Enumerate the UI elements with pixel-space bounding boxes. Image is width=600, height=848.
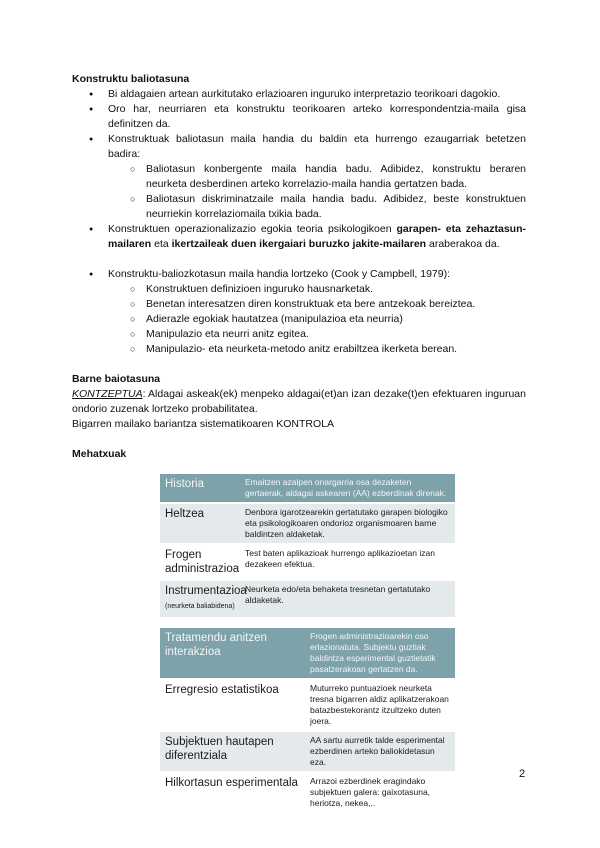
threat-desc: Denbora igarotzearekin gertatutako garapen biologiko eta psikologikoaren ondorioz organismoaren barne baldintzen aldaketak. [240,503,455,544]
threat-name: Heltzea [160,503,240,544]
threat-name: Historia [160,474,240,503]
list-item-text: Konstruktu-baliozkotasun maila handia lortzeko (Cook y Campbell, 1979): [108,268,451,280]
page-number: 2 [519,768,526,780]
konstruktu-list-2 [72,267,526,357]
sub-list-item: ○ Baliotasun diskriminatzaile maila handia badu. Adibidez, beste konstruktuen neurriekin korrelaziomaila txikia bada. [108,192,526,222]
kontzeptua-text: : Aldagai askeak(ek) menpeko aldagai(et)an izan dezake(t)en efektuaren inguruan ondorio zuzenak lortzeko probabilitatea. [72,388,526,415]
threat-name: Instrumentazioa [165,585,247,597]
threat-desc: Test baten aplikazioak hurrengo aplikazioetan izan dezakeen efektua. [240,544,455,580]
content [72,72,526,462]
spacer [72,252,526,267]
sub-list [108,282,526,357]
list-item [72,267,526,357]
table-row [160,503,455,544]
threat-desc: AA sartu aurretik talde esperimental ezberdinen arteko baliokidetasun eza. [305,731,455,772]
sub-list-item: ○ Manipulazio- eta neurketa-metodo anitz erabiltzea ikerketa berean. [108,342,526,357]
sub-list-item: ○ Manipulazio eta neurri anitz egitea. [108,327,526,342]
threat-desc: Neurketa edo/eta behaketa tresnetan gertatutako aldaketak. [240,580,455,618]
spacer [72,432,526,447]
threat-name: Erregresio estatistikoa [160,679,305,731]
threat-desc: Arrazoi ezberdinek eragindako subjektuen galera: gaixotasuna, heriotza, nekea,.. [305,772,455,813]
threat-name: Tratamendu anitzen interakzioa [160,628,305,679]
sub-list-item: ○ Benetan interesatzen diren konstruktuak eta bere antzekoak bereiztea. [108,297,526,312]
kontzeptua-label: KONTZEPTUA [72,388,143,400]
threat-desc: Muturreko puntuazioek neurketa tresna bigarren aldiz aplikatzerakoan batazbestekorantz itzultzeko duten joera. [305,679,455,731]
list-item-text: Konstruktuak baliotasun maila handia du baldin eta hurrengo ezaugarriak betetzen badira: [108,133,526,160]
bold-run: garapen- eta zehaztasun-mailaren [108,223,526,250]
table-row [160,731,455,772]
table-row [160,544,455,580]
table-row [160,772,455,813]
list-item [72,222,526,252]
threats-table-2 [160,628,455,814]
threat-desc: Frogen administrazioarekin oso erlazionatuta. Subjektu guztiak baldintza esperimental guztietatik pasatzerakoan gertatzen da. [305,628,455,679]
threat-name-cell [160,580,247,618]
sub-list-item: ○ Adierazle egokiak hautatzea (manipulazioa eta neurria) [108,312,526,327]
text-run: eta [151,238,172,250]
table-row [160,679,455,731]
barne-heading: Barne baiotasuna [72,373,161,385]
konstruktu-heading: Konstruktu baliotasuna [72,73,190,85]
table-row [160,474,455,503]
threat-name: Subjektuen hautapen diferentziala [160,731,305,772]
table-row [160,580,455,618]
table-row [160,628,455,679]
kontzeptua-paragraph [72,387,526,417]
sub-list-item: ○ Baliotasun konbergente maila handia badu. Adibidez, konstruktu beraren neurketa desberdinen arteko korrelazio-maila handia gertatzen bada. [108,162,526,192]
sub-list-item: ○ Konstruktuen definizioen inguruko hausnarketak. [108,282,526,297]
threat-name: Hilkortasun esperimentala [160,772,305,813]
spacer [72,357,526,372]
threat-name: Frogen administrazioa [160,544,240,580]
text-run: Konstruktuen operazionalizazio egokia teoria psikologikoen [108,223,397,235]
list-item: ● Bi aldagaien artean aurkitutako erlazioaren inguruko interpretazio teorikoari dagokio. [72,87,526,102]
list-item: ● Oro har, neurriaren eta konstruktu teorikoaren arteko korrespondentzia-maila gisa definitzen da. [72,102,526,132]
mehatxuak-heading: Mehatxuak [72,448,127,460]
kontrola-line: Bigarren mailako bariantza sistematikoaren KONTROLA [72,418,335,430]
text-run: araberakoa da. [426,238,500,250]
threat-name-note: (neurketa baliabidena) [165,603,235,610]
konstruktu-list [72,87,526,252]
list-item [72,132,526,222]
sub-list [108,162,526,222]
threat-desc: Emaitzen azalpen onargarria osa dezaketen gertaerak, aldagai askearen (AA) ezberdinak direnak. [240,474,455,503]
threats-table [160,474,455,619]
bold-run: ikertzaileak duen ikergaiari buruzko jakite-mailaren [171,238,427,250]
